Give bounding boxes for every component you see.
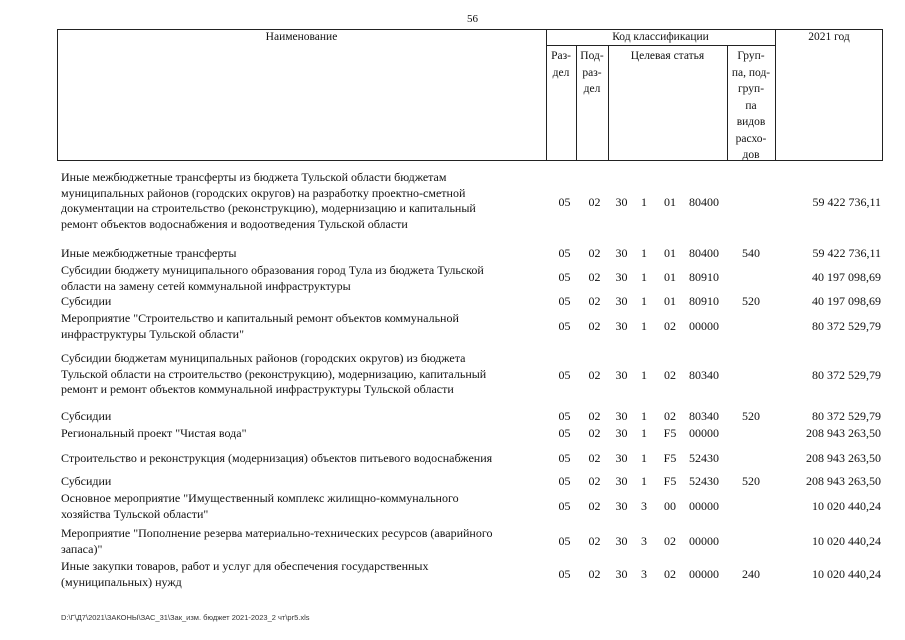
row-name-line: Субсидии bbox=[61, 294, 112, 308]
row-amount: 10 020 440,24 bbox=[812, 567, 881, 581]
code-t2: 3 bbox=[641, 534, 647, 548]
code-t4: 80910 bbox=[689, 270, 719, 284]
code-t1: 30 bbox=[615, 294, 628, 308]
code-t2: 1 bbox=[641, 426, 647, 440]
table-row bbox=[0, 526, 905, 558]
row-name-line: инфраструктуры Тульской области" bbox=[61, 326, 244, 341]
code-t3: 01 bbox=[664, 270, 676, 284]
row-amount: 80 372 529,79 bbox=[812, 409, 881, 423]
code-r: 05 bbox=[558, 451, 571, 465]
row-name-line: (муниципальных) нужд bbox=[61, 574, 182, 589]
code-pr: 02 bbox=[588, 270, 601, 284]
code-t1: 30 bbox=[615, 195, 628, 209]
code-t2: 1 bbox=[641, 368, 647, 382]
code-pr: 02 bbox=[588, 319, 601, 333]
code-t4: 80400 bbox=[689, 246, 719, 260]
code-r: 05 bbox=[558, 246, 571, 260]
code-t3: 01 bbox=[664, 294, 676, 308]
row-name bbox=[61, 351, 541, 398]
table-row bbox=[0, 311, 905, 343]
row-name-line: документации на строительство (реконструкцию), модернизацию и капитальный bbox=[61, 201, 476, 215]
row-name-line: Основное мероприятие "Имущественный комплекс жилищно-коммунального bbox=[61, 491, 459, 505]
code-r: 05 bbox=[558, 426, 571, 440]
code-pr: 02 bbox=[588, 426, 601, 440]
row-name-line: Иные межбюджетные трансферты из бюджета Тульской области бюджетам bbox=[61, 170, 447, 184]
row-name-line: области на замену сетей коммунальной инфраструктуры bbox=[61, 278, 351, 293]
row-name-line: Иные закупки товаров, работ и услуг для обеспечения государственных bbox=[61, 559, 429, 573]
row-name-line: ремонт объектов водоснабжения и водоотведения Тульской области bbox=[61, 216, 408, 231]
code-vr: 540 bbox=[742, 246, 760, 260]
code-vr: 520 bbox=[742, 294, 760, 308]
row-name-line: Субсидии бюджету муниципального образования город Тула из бюджета Тульской bbox=[61, 263, 484, 277]
table-row bbox=[0, 409, 905, 425]
code-t2: 1 bbox=[641, 409, 647, 423]
code-t1: 30 bbox=[615, 368, 628, 382]
code-t1: 30 bbox=[615, 426, 628, 440]
row-amount: 10 020 440,24 bbox=[812, 499, 881, 513]
code-vr: 520 bbox=[742, 409, 760, 423]
row-name bbox=[61, 294, 541, 310]
table-row bbox=[0, 294, 905, 310]
row-name-line: Строительство и реконструкция (модернизация) объектов питьевого водоснабжения bbox=[61, 451, 493, 465]
row-name bbox=[61, 559, 541, 590]
code-t4: 80910 bbox=[689, 294, 719, 308]
header-razdel: Раз- дел bbox=[551, 50, 571, 79]
code-r: 05 bbox=[558, 409, 571, 423]
code-t4: 00000 bbox=[689, 319, 719, 333]
row-name-line: Мероприятие "Строительство и капитальный ремонт объектов коммунальной bbox=[61, 311, 459, 325]
code-t2: 1 bbox=[641, 474, 647, 488]
row-name-line: Иные межбюджетные трансферты bbox=[61, 246, 237, 260]
header-target: Целевая статья bbox=[630, 50, 705, 62]
code-t4: 80400 bbox=[689, 195, 719, 209]
code-t3: F5 bbox=[663, 451, 677, 465]
table-row bbox=[0, 426, 905, 442]
code-t4: 52430 bbox=[689, 451, 719, 465]
code-t4: 00000 bbox=[689, 499, 719, 513]
row-name-line: запаса)" bbox=[61, 541, 103, 556]
row-name-line: Субсидии bbox=[61, 409, 112, 423]
row-name-line: Мероприятие "Пополнение резерва материально-технических ресурсов (аварийного bbox=[61, 526, 493, 540]
code-r: 05 bbox=[558, 294, 571, 308]
code-t3: 02 bbox=[664, 319, 676, 333]
code-t3: 01 bbox=[664, 246, 676, 260]
code-pr: 02 bbox=[588, 409, 601, 423]
table-row bbox=[0, 170, 905, 234]
code-t2: 3 bbox=[641, 567, 647, 581]
code-r: 05 bbox=[558, 195, 571, 209]
file-path-footer: D:\Г\Д7\2021\ЗАКОНЫ\ЗАС_31\Зак_изм. бюджет 2021-2023_2 чт\pr5.xls bbox=[61, 613, 310, 622]
row-amount: 80 372 529,79 bbox=[812, 319, 881, 333]
code-t3: 00 bbox=[664, 499, 676, 513]
row-name bbox=[61, 451, 541, 467]
code-pr: 02 bbox=[588, 567, 601, 581]
code-r: 05 bbox=[558, 270, 571, 284]
code-t1: 30 bbox=[615, 451, 628, 465]
row-name bbox=[61, 526, 541, 557]
row-name bbox=[61, 311, 541, 342]
code-t2: 1 bbox=[641, 451, 647, 465]
code-pr: 02 bbox=[588, 195, 601, 209]
code-t2: 1 bbox=[641, 319, 647, 333]
row-amount: 10 020 440,24 bbox=[812, 534, 881, 548]
code-t4: 80340 bbox=[689, 368, 719, 382]
table-header bbox=[57, 29, 883, 161]
row-amount: 40 197 098,69 bbox=[812, 270, 881, 284]
code-pr: 02 bbox=[588, 246, 601, 260]
row-name bbox=[61, 491, 541, 522]
row-amount: 208 943 263,50 bbox=[806, 474, 881, 488]
code-t3: 02 bbox=[664, 368, 676, 382]
row-amount: 59 422 736,11 bbox=[812, 195, 881, 209]
row-name-line: хозяйства Тульской области" bbox=[61, 506, 209, 521]
code-t4: 00000 bbox=[689, 567, 719, 581]
code-r: 05 bbox=[558, 567, 571, 581]
code-t4: 00000 bbox=[689, 426, 719, 440]
table-row bbox=[0, 351, 905, 399]
row-name bbox=[61, 246, 541, 262]
page-number: 56 bbox=[467, 13, 478, 25]
row-name-line: Тульской области на строительство (реконструкцию), модернизацию, капитальный bbox=[61, 366, 487, 381]
code-t1: 30 bbox=[615, 474, 628, 488]
table-row bbox=[0, 263, 905, 295]
code-t1: 30 bbox=[615, 567, 628, 581]
row-amount: 208 943 263,50 bbox=[806, 426, 881, 440]
row-name-line: Региональный проект "Чистая вода" bbox=[61, 426, 247, 440]
row-name-line: ремонт и ремонт объектов коммунальной инфраструктуры Тульской области bbox=[61, 382, 454, 396]
row-name-line: Субсидии bbox=[61, 474, 112, 488]
code-pr: 02 bbox=[588, 368, 601, 382]
header-vid: Груп- па, под- груп- па видов расхо- дов bbox=[731, 50, 771, 161]
code-vr: 240 bbox=[742, 567, 760, 581]
header-podrazdel: Под- раз- дел bbox=[580, 50, 604, 95]
code-t1: 30 bbox=[615, 270, 628, 284]
table-row bbox=[0, 559, 905, 591]
code-r: 05 bbox=[558, 534, 571, 548]
row-amount: 208 943 263,50 bbox=[806, 451, 881, 465]
row-name bbox=[61, 170, 541, 232]
header-code: Код классификации bbox=[612, 31, 709, 43]
code-pr: 02 bbox=[588, 294, 601, 308]
code-t3: 02 bbox=[664, 409, 676, 423]
code-t4: 52430 bbox=[689, 474, 719, 488]
code-t1: 30 bbox=[615, 409, 628, 423]
code-t4: 80340 bbox=[689, 409, 719, 423]
code-t1: 30 bbox=[615, 319, 628, 333]
code-t2: 1 bbox=[641, 270, 647, 284]
code-t2: 1 bbox=[641, 246, 647, 260]
row-name bbox=[61, 409, 541, 425]
row-amount: 40 197 098,69 bbox=[812, 294, 881, 308]
header-name: Наименование bbox=[265, 31, 338, 43]
code-t3: 01 bbox=[664, 195, 676, 209]
header-year: 2021 год bbox=[808, 31, 850, 43]
table-row bbox=[0, 474, 905, 490]
code-t2: 1 bbox=[641, 294, 647, 308]
code-t3: 02 bbox=[664, 567, 676, 581]
code-t4: 00000 bbox=[689, 534, 719, 548]
table-row bbox=[0, 246, 905, 262]
code-r: 05 bbox=[558, 319, 571, 333]
code-r: 05 bbox=[558, 368, 571, 382]
table-row bbox=[0, 451, 905, 467]
code-pr: 02 bbox=[588, 474, 601, 488]
row-name bbox=[61, 474, 541, 490]
row-name bbox=[61, 263, 541, 294]
row-name-line: муниципальных районов (городских округов) на разработку проектно-сметной bbox=[61, 185, 466, 200]
code-vr: 520 bbox=[742, 474, 760, 488]
code-t1: 30 bbox=[615, 246, 628, 260]
code-t1: 30 bbox=[615, 534, 628, 548]
code-t2: 3 bbox=[641, 499, 647, 513]
code-pr: 02 bbox=[588, 534, 601, 548]
row-name bbox=[61, 426, 541, 442]
code-r: 05 bbox=[558, 499, 571, 513]
row-amount: 59 422 736,11 bbox=[812, 246, 881, 260]
row-amount: 80 372 529,79 bbox=[812, 368, 881, 382]
code-t3: 02 bbox=[664, 534, 676, 548]
code-pr: 02 bbox=[588, 451, 601, 465]
code-pr: 02 bbox=[588, 499, 601, 513]
table-row bbox=[0, 491, 905, 523]
code-t3: F5 bbox=[663, 426, 677, 440]
code-t1: 30 bbox=[615, 499, 628, 513]
code-t3: F5 bbox=[663, 474, 677, 488]
row-name-line: Субсидии бюджетам муниципальных районов (городских округов) из бюджета bbox=[61, 351, 466, 365]
code-r: 05 bbox=[558, 474, 571, 488]
code-t2: 1 bbox=[641, 195, 647, 209]
